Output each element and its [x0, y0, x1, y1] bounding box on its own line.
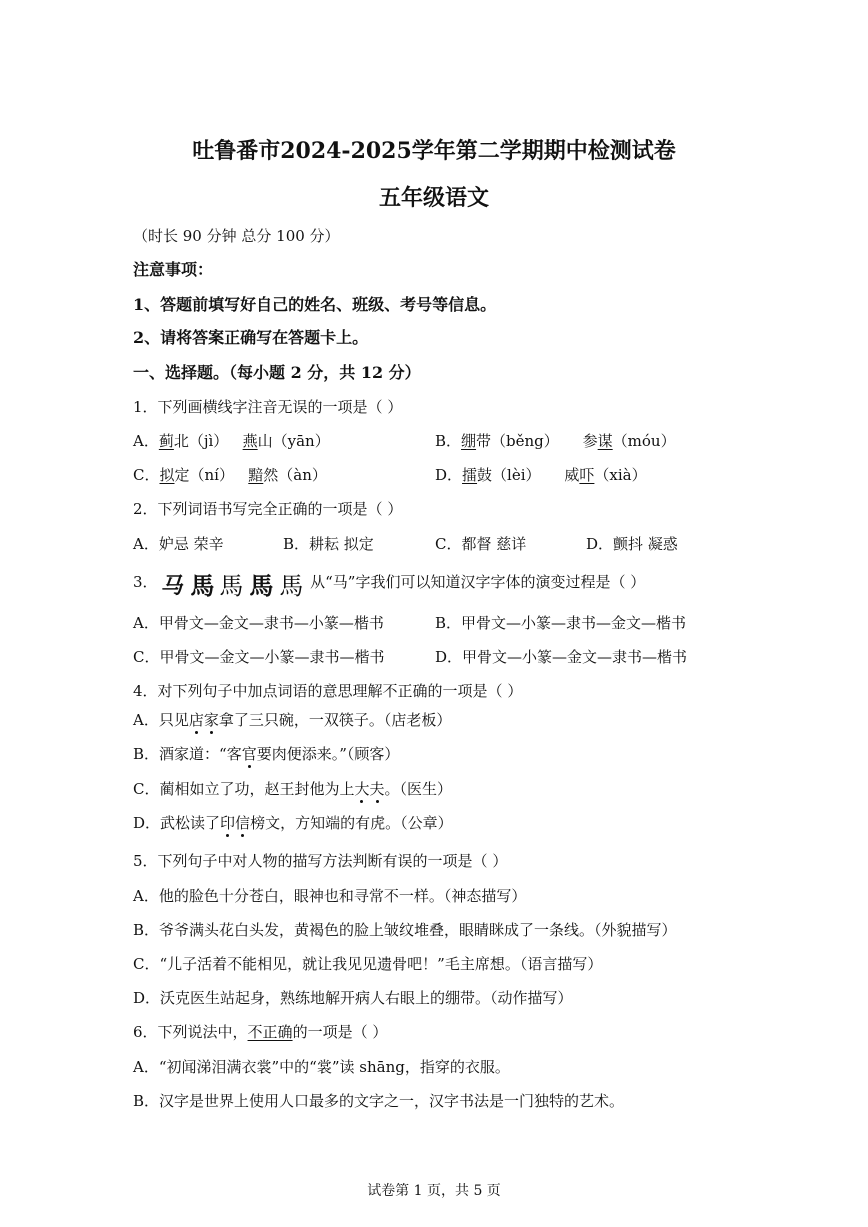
q2-option-b: B．耕耘 拟定	[283, 535, 374, 553]
bronze-ma-glyph: 馬	[190, 571, 214, 600]
notice-item-2: 2、请将答案正确写在答题卡上。	[133, 328, 369, 347]
q1-option-b: B．绷带（běng） 参谋（móu）	[435, 432, 676, 450]
q2-option-a: A．妒忌 荣辛	[133, 535, 224, 553]
q6-option-a: A．“初闻涕泪满衣裳”中的“裳”读 shāng，指穿的衣服。	[133, 1058, 510, 1076]
q3-stem: 从“马”字我们可以知道汉字字体的演变过程是（ ）	[310, 573, 646, 591]
q2-option-c: C．都督 慈详	[435, 535, 527, 553]
q1-stem: 1．下列画横线字注音无误的一项是（ ）	[133, 398, 403, 416]
q4-option-c: C．蔺相如立了功，赵王封他为上大夫。（医生）	[133, 780, 453, 798]
q4-option-d: D．武松读了印信榜文，方知端的有虎。（公章）	[133, 814, 453, 832]
q5-option-c: C．“儿子活着不能相见，就让我见见遗骨吧！”毛主席想。（语言描写）	[133, 955, 603, 973]
page-footer: 试卷第 1 页，共 5 页	[367, 1183, 501, 1199]
section1-title: 一、选择题。（每小题 2 分，共 12 分）	[133, 363, 421, 382]
q4-stem: 4．对下列句子中加点词语的意思理解不正确的一项是（ ）	[133, 682, 523, 700]
seal-ma-glyph: 馬	[219, 572, 244, 600]
q2-stem: 2．下列词语书写完全正确的一项是（ ）	[133, 500, 403, 518]
q3-option-b: B．甲骨文—小篆—隶书—金文—楷书	[435, 614, 687, 632]
exam-title: 吐鲁番市2024-2025学年第二学期期中检测试卷	[192, 138, 676, 164]
q1-option-a: A．蓟北（jì） 燕山（yān）	[133, 432, 330, 450]
oracle-bone-ma-glyph: 马	[159, 573, 188, 599]
exam-duration: （时长 90 分钟 总分 100 分）	[133, 227, 340, 245]
q3-number: 3．	[133, 573, 158, 591]
q3-stem-line	[133, 571, 646, 600]
q3-option-d: D．甲骨文—小篆—金文—隶书—楷书	[435, 648, 688, 666]
q5-stem: 5．下列句子中对人物的描写方法判断有误的一项是（ ）	[133, 852, 508, 870]
q5-option-b: B．爷爷满头花白头发，黄褐色的脸上皱纹堆叠，眼睛眯成了一条线。（外貌描写）	[133, 921, 677, 939]
clerical-ma-glyph: 馬	[249, 571, 274, 600]
notice-item-1: 1、答题前填写好自己的姓名、班级、考号等信息。	[133, 295, 497, 314]
q6-stem: 6．下列说法中，不正确的一项是（ ）	[133, 1023, 388, 1041]
q6-option-b: B．汉字是世界上使用人口最多的文字之一，汉字书法是一门独特的艺术。	[133, 1092, 625, 1110]
q5-option-a: A．他的脸色十分苍白，眼神也和寻常不一样。（神态描写）	[133, 887, 527, 905]
q3-option-a: A．甲骨文—金文—隶书—小篆—楷书	[133, 614, 384, 632]
q1-option-c: C．拟定（ní） 黯然（àn）	[133, 466, 327, 484]
regular-ma-glyph: 馬	[279, 572, 304, 600]
exam-subtitle: 五年级语文	[378, 185, 489, 211]
q4-option-a: A．只见店家拿了三只碗，一双筷子。（店老板）	[133, 711, 452, 729]
q2-option-d: D．颤抖 凝惑	[586, 535, 678, 553]
horse-script-evolution-image	[159, 571, 304, 600]
q5-option-d: D．沃克医生站起身，熟练地解开病人右眼上的绷带。（动作描写）	[133, 989, 573, 1007]
q1-option-d: D．擂鼓（lèi） 威吓（xià）	[435, 466, 647, 484]
q4-option-b: B．酒家道：“客官要肉便添来。”（顾客）	[133, 745, 400, 763]
q3-option-c: C．甲骨文—金文—小篆—隶书—楷书	[133, 648, 385, 666]
notice-title: 注意事项：	[133, 260, 214, 279]
